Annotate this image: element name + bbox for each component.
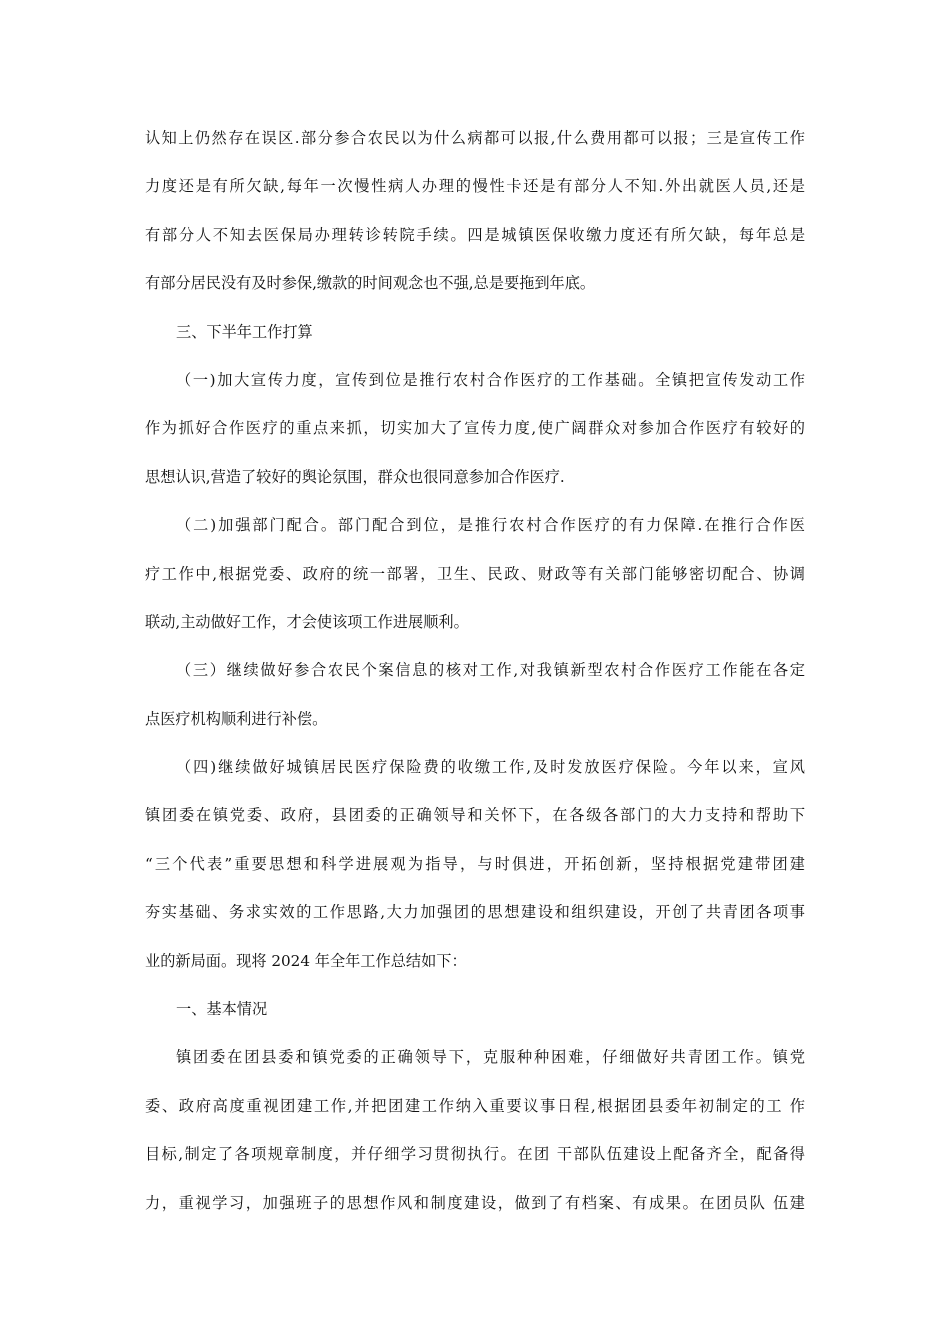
text-line-17: 夯实基础、务求实效的工作思路,大力加强团的思想建设和组织建设，开创了共青团各项事 [145, 903, 805, 922]
text-line-23: 力，重视学习，加强班子的思想作风和制度建设，做到了有档案、有成果。在团员队 伍建 [145, 1193, 805, 1212]
text-line-7: 作为抓好合作医疗的重点来抓，切实加大了宣传力度,使广阔群众对参加合作医疗有较好的 [145, 419, 805, 438]
section-heading-plan: 三、下半年工作打算 [176, 322, 313, 341]
text-line-6: （一)加大宣传力度，宣传到位是推行农村合作医疗的工作基础。全镇把宣传发动工作 [176, 370, 805, 389]
text-line-2: 力度还是有所欠缺,每年一次慢性病人办理的慢性卡还是有部分人不知.外出就医人员,还是 [145, 177, 805, 196]
text-line-15: 镇团委在镇党委、政府，县团委的正确领导和关怀下，在各级各部门的大力支持和帮助下 [145, 806, 805, 825]
text-line-16: “三个代表”重要思想和科学进展观为指导，与时俱进，开拓创新，坚持根据党建带团建 [145, 854, 805, 873]
text-line-20: 镇团委在团县委和镇党委的正确领导下，克服种种困难，仔细做好共青团工作。镇党 [176, 1048, 805, 1067]
text-line-1: 认知上仍然存在误区.部分参合农民以为什么病都可以报,什么费用都可以报；三是宣传工作 [145, 129, 805, 147]
text-line-13: 点医疗机构顺利进行补偿。 [145, 709, 328, 728]
text-line-3: 有部分人不知去医保局办理转诊转院手续。四是城镇医保收缴力度还有所欠缺，每年总是 [145, 225, 805, 244]
text-line-12: （三）继续做好参合农民个案信息的核对工作,对我镇新型农村合作医疗工作能在各定 [176, 661, 805, 680]
text-line-11: 联动,主动做好工作，才会使该项工作进展顺利。 [145, 612, 469, 631]
section-heading-basic: 一、基本情况 [176, 1000, 268, 1019]
text-line-22: 目标,制定了各项规章制度，并仔细学习贯彻执行。在团 干部队伍建设上配备齐全，配备得 [145, 1145, 805, 1164]
text-line-10: 疗工作中,根据党委、政府的统一部署，卫生、民政、财政等有关部门能够密切配合、协调 [145, 564, 805, 583]
text-line-8: 思想认识,营造了较好的舆论氛围，群众也很同意参加合作医疗. [145, 467, 565, 486]
text-line-18: 业的新局面。现将 2024 年全年工作总结如下： [145, 951, 467, 970]
text-line-9: （二)加强部门配合。部门配合到位，是推行农村合作医疗的有力保障.在推行合作医 [176, 516, 805, 535]
text-line-21: 委、政府高度重视团建工作,并把团建工作纳入重要议事日程,根据团县委年初制定的工 作 [145, 1096, 805, 1115]
text-line-4: 有部分居民没有及时参保,缴款的时间观念也不强,总是要拖到年底。 [145, 274, 596, 293]
document-page [145, 118, 805, 1231]
text-line-14: （四)继续做好城镇居民医疗保险费的收缴工作,及时发放医疗保险。今年以来，宣风 [176, 758, 805, 777]
